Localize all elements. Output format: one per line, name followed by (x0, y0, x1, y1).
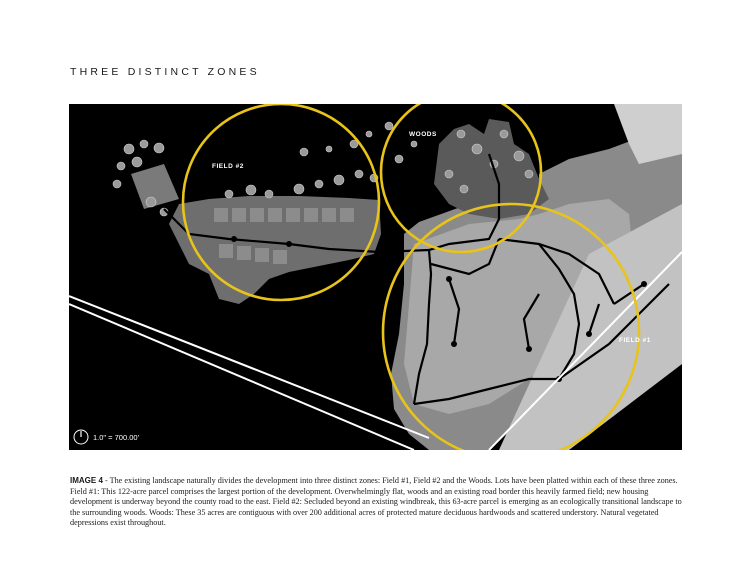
label-field2: FIELD #2 (212, 163, 244, 170)
label-field1: FIELD #1 (619, 337, 651, 344)
label-woods: WOODS (409, 131, 437, 138)
site-map-svg (69, 104, 682, 450)
site-map (69, 104, 682, 450)
scale-text: 1.0" = 700.00' (93, 433, 140, 442)
caption (70, 476, 684, 529)
caption-lead: IMAGE 4 (70, 476, 103, 485)
page-title: THREE DISTINCT ZONES (70, 66, 260, 78)
caption-text: - The existing landscape naturally divides the development into three distinct zones: Field #1, Field #2 and the Woods. Lots have been platted within each of these three zones. Field #1: This 122-acre parcel comprises the largest portion of the development. Overwhelmingly flat, woods and an existing road border this heavily farmed field; new housing development is underway beyond the county road to the east. Field #2: Secluded beyond an existing windbreak, this 63-acre parcel is emerging as an ecologically transitional landscape to the surrounding woods. Woods: These 35 acres are contiguous with over 200 additional acres of protected mature deciduous hardwoods and scattered understory. Natural vegetated depressions exist throughout. (70, 476, 682, 528)
